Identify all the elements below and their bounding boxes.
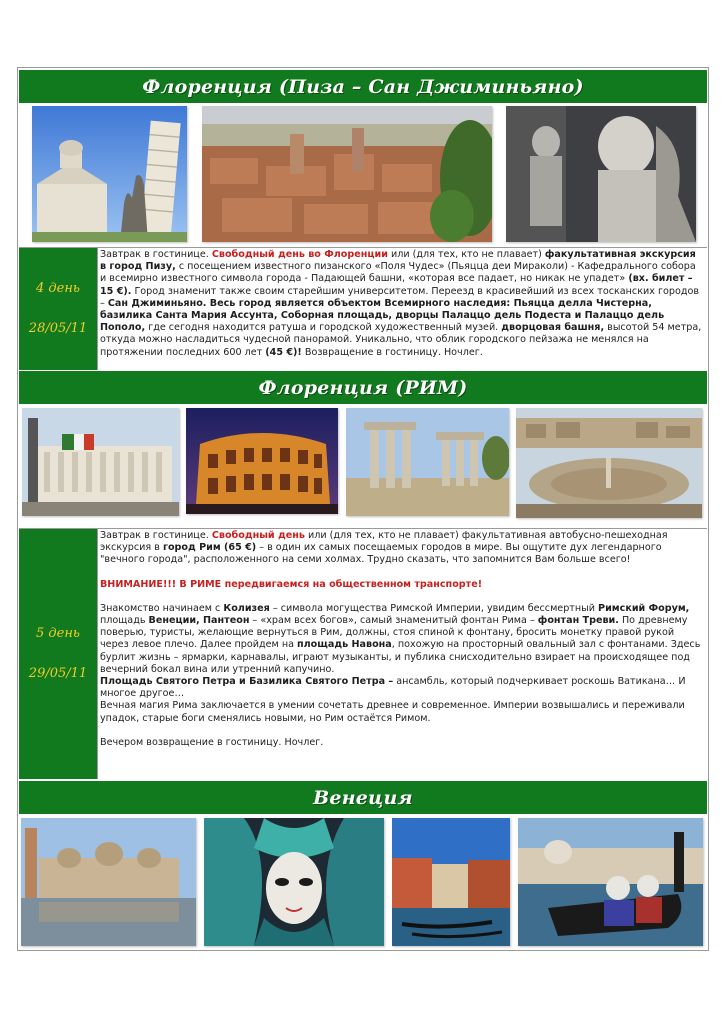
photo-vittoriano bbox=[22, 408, 179, 516]
section-banner-venice bbox=[19, 781, 707, 814]
photo-san-gimignano-roofs bbox=[202, 106, 492, 242]
day-number: 4 день bbox=[36, 281, 80, 297]
divider bbox=[19, 247, 707, 248]
divider bbox=[19, 528, 707, 529]
photo-san-marco bbox=[21, 818, 196, 946]
day-description: Завтрак в гостинице. Свободный день во Флоренции или (для тех, кто не плавает) факультативная экскурсия в город Пизу, с посещением известного пизанского «Поля Чудес» (Пьяцца деи Мираколи) - Кафедрального собора и всемирно известного символа города - Падающей башни, «которая все падает, но никак не упадет» (вх. билет – 15 €). Город знаменит также своим старейшим университетом. Переезд в красивейший из всех тосканских городов – Сан Джиминьяно. Весь город является объектом Всемирного наследия: Пьяцца делла Чистерна, базилика Санта Мария Ассунта, Соборная площадь, дворцы Палаццо дель Подеста и Палаццо дель Пополо, где сегодня находится ратуша и городской художественный музей. дворцовая башня, высотой 54 метра, откуда можно насладиться чудесной панорамой. Уникально, что облик городского пейзажа не менялся на протяжении последних 600 лет (45 €)! Возвращение в гостиницу. Ночлег. bbox=[100, 249, 702, 358]
section-title: Флоренция (Пиза – Сан Джиминьяно) bbox=[142, 75, 584, 98]
section-title: Флоренция (РИМ) bbox=[258, 376, 468, 399]
day-label-cell bbox=[19, 248, 98, 370]
photo-pisa-tower bbox=[32, 106, 187, 242]
day-label-cell bbox=[19, 529, 98, 779]
photo-colosseum-night bbox=[186, 408, 338, 514]
photo-carnival-mask bbox=[204, 818, 384, 946]
day-description: Завтрак в гостинице. Свободный день или (для тех, кто не плавает) факультативная автобусно-пешеходная экскурсия в город Рим (65 €) – в один их самых посещаемых городов в мире. Вы ощутите дух легендарного "вечного города", расположенного на семи холмах. Трудно сказать, что запомнится Вам больше всего! ВНИМАНИЕ!!! В РИМЕ передвигаемся на общественном транспорте! Знакомство начинаем с Колизея – символа могущества Римской Империи, увидим бессмертный Римский Форум, площадь Венеции, Пантеон – «храм всех богов», самый знаменитый фонтан Рима – фонтан Треви. По древнему поверью, туристы, желающие вернуться в Рим, должны, стоя спиной к фонтану, бросить монетку правой рукой через левое плечо. Далее пройдем на площадь Навона, похожую на просторный овальный зал с фонтанами. Здесь бурлит жизнь – ярмарки, карнавалы, играют музыканты, и публика снисходительно взирает на происходящее под вечерний бокал вина или утренний капучино. Площадь Святого Петра и Базилика Святого Петра – ансамбль, который подчеркивает роскошь Ватикана… И многое другое… Вечная магия Рима заключается в умении сочетать древнее и современное. Империи возвышались и переживали упадок, старые боги сменялись новыми, но Рим остаётся Римом. Вечером возвращение в гостиницу. Ночлег. bbox=[100, 530, 701, 748]
day-date: 29/05/11 bbox=[28, 666, 88, 681]
day-date: 28/05/11 bbox=[28, 321, 88, 336]
photo-roman-forum bbox=[346, 408, 509, 516]
photo-florence-statues bbox=[506, 106, 696, 242]
section-banner-florence-pisa bbox=[19, 70, 707, 103]
photo-gondola-masks bbox=[518, 818, 703, 946]
photo-row-rome bbox=[19, 408, 707, 520]
photo-grand-canal bbox=[392, 818, 510, 946]
photo-row-venice bbox=[19, 818, 707, 948]
photo-row-pisa bbox=[19, 106, 707, 244]
section-title: Венеция bbox=[313, 786, 413, 809]
section-banner-rome bbox=[19, 371, 707, 404]
day-number: 5 день bbox=[36, 626, 80, 642]
photo-st-peters-square bbox=[516, 408, 702, 518]
warning-text: ВНИМАНИЕ!!! В РИМЕ передвигаемся на общественном транспорте! bbox=[100, 578, 483, 590]
